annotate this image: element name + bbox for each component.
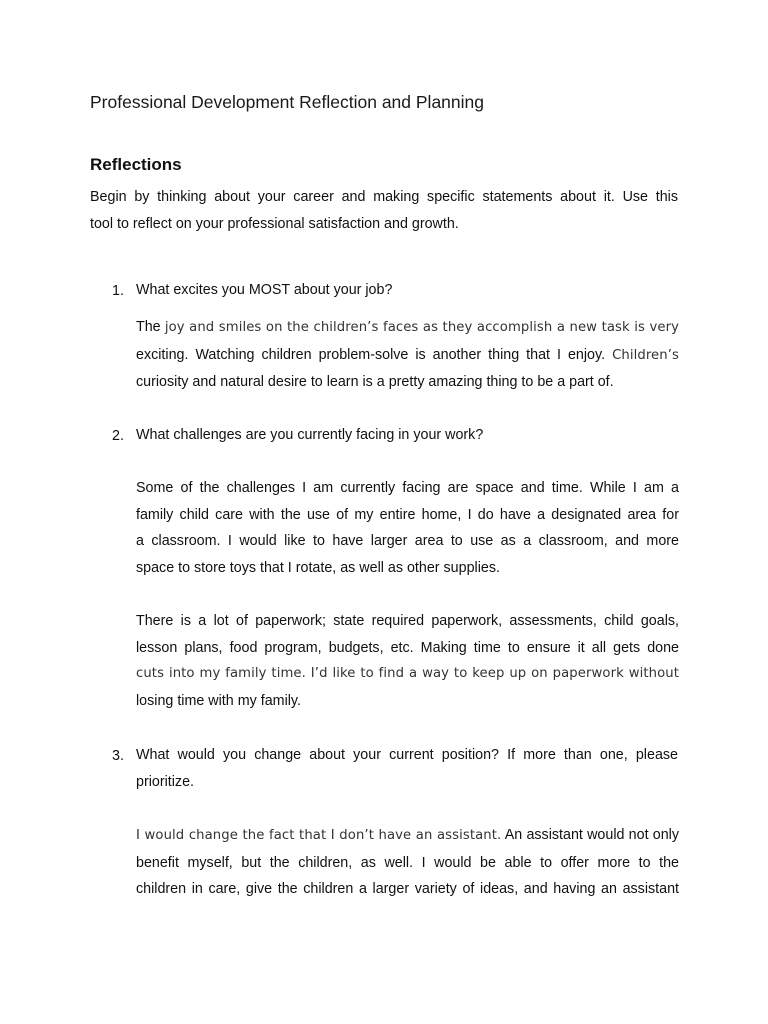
answer-text-light: joy and smiles on the children’s faces as they accomplish a new task is very bbox=[164, 320, 680, 335]
section-heading-reflections: Reflections bbox=[90, 155, 182, 174]
question-3-text: What would you change about your current position? If more than one, please bbox=[136, 747, 678, 763]
answer-text: The bbox=[136, 319, 165, 335]
document-title: Professional Development Reflection and Planning bbox=[90, 92, 484, 112]
answer-paragraph bbox=[136, 608, 679, 714]
answer-line: lesson plans, food program, budgets, etc. Making time to ensure it all gets done bbox=[136, 639, 679, 656]
answer-text-light: Children’s bbox=[612, 347, 679, 363]
intro-line: Begin by thinking about your career and making specific statements about it. Use this bbox=[90, 189, 678, 205]
answer-line: a classroom. I would like to have larger area to use as a classroom, and more bbox=[136, 533, 679, 549]
question-text bbox=[136, 742, 678, 795]
answer-text: An assistant would not only bbox=[501, 827, 679, 843]
answer-line bbox=[136, 369, 679, 396]
answer-text: curiosity and natural desire to learn is a pretty amazing thing to be a part of. bbox=[136, 374, 614, 390]
answer-line: children in care, give the children a larger variety of ideas, and having an assistant bbox=[136, 881, 679, 897]
question-text bbox=[136, 277, 392, 304]
intro-line: tool to reflect on your professional satisfaction and growth. bbox=[90, 215, 459, 232]
answer-line bbox=[136, 822, 679, 850]
answer-line: losing time with my family. bbox=[136, 692, 301, 709]
intro-paragraph bbox=[90, 184, 678, 237]
answer-text-light: I would change the fact that I don’t have an assistant. bbox=[136, 828, 502, 843]
answer-paragraph bbox=[136, 822, 679, 903]
answer-paragraph bbox=[136, 475, 679, 581]
question-2-text: What challenges are you currently facing in your work? bbox=[136, 427, 484, 443]
answer-line bbox=[136, 342, 679, 370]
question-3-text: prioritize. bbox=[136, 773, 194, 790]
answer-line: There is a lot of paperwork; state required paperwork, assessments, child goals, bbox=[136, 613, 679, 629]
question-number: 2. bbox=[112, 428, 124, 444]
answer-text: exciting. Watching children problem-solve is another thing that I enjoy. bbox=[136, 346, 613, 363]
question-number: 1. bbox=[112, 283, 124, 299]
answer-line: Some of the challenges I am currently facing are space and time. While I am a bbox=[136, 480, 679, 496]
question-text bbox=[136, 422, 483, 449]
answer-line-light: cuts into my family time. I’d like to find a way to keep up on paperwork without bbox=[136, 666, 679, 681]
answer-line bbox=[136, 314, 679, 342]
answer-line: family child care with the use of my entire home, I do have a designated area for bbox=[136, 506, 679, 523]
answer-line: space to store toys that I rotate, as well as other supplies. bbox=[136, 559, 500, 576]
question-number: 3. bbox=[112, 748, 124, 764]
answer-paragraph bbox=[136, 314, 679, 396]
answer-line: benefit myself, but the children, as well. I would be able to offer more to the bbox=[136, 854, 679, 871]
question-1-text: What excites you MOST about your job? bbox=[136, 282, 393, 298]
